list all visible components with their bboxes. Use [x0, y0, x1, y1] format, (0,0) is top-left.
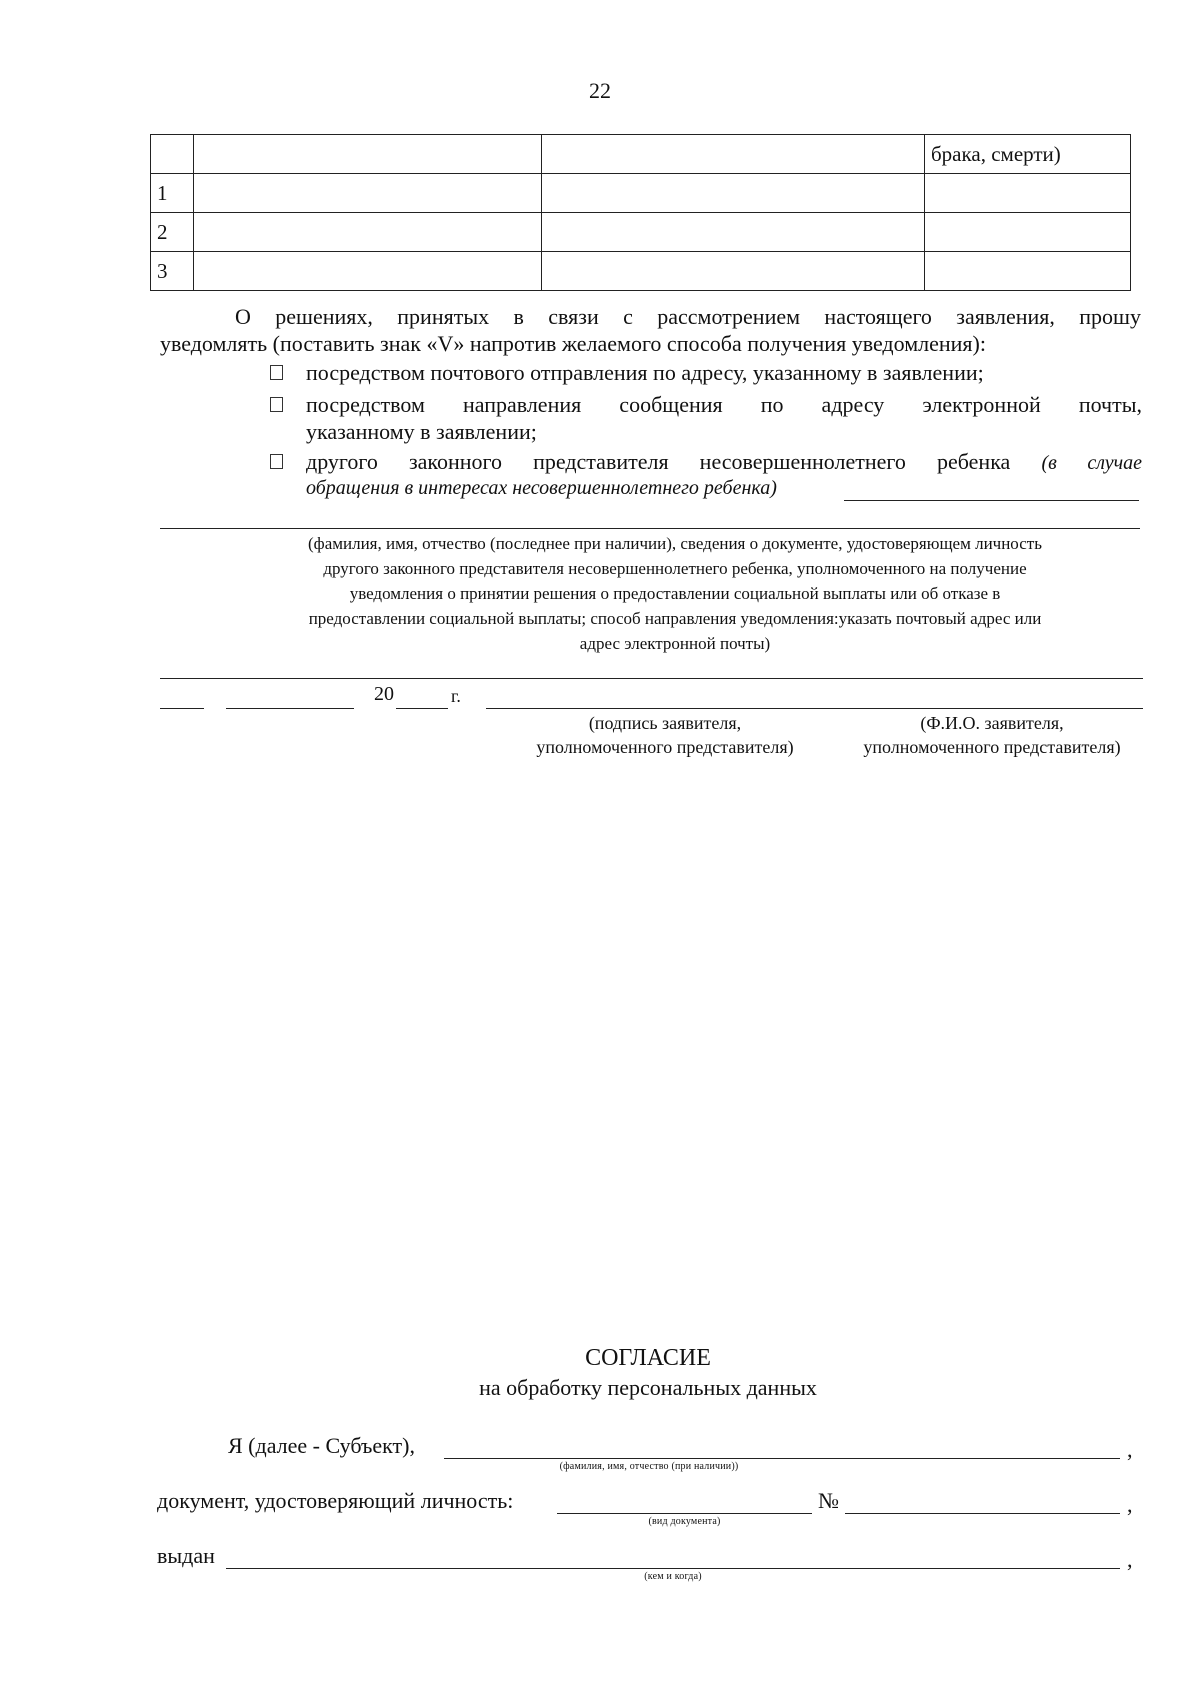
note-line: (фамилия, имя, отчество (последнее при наличии), сведения о документе, удостоверяющем личность	[308, 534, 1042, 553]
name-caption	[832, 711, 1152, 759]
document-label: документ, удостоверяющий личность:	[157, 1488, 514, 1513]
subject-label: Я (далее - Субъект),	[228, 1433, 415, 1458]
issued-input-line[interactable]	[226, 1568, 1120, 1569]
table-cell	[151, 135, 194, 174]
issued-comma: ,	[1127, 1547, 1133, 1572]
table-cell	[194, 135, 542, 174]
number-label: №	[818, 1488, 839, 1513]
option-email-label-line2: указанному в заявлении;	[306, 419, 537, 444]
year-prefix: 20	[374, 683, 394, 705]
table-header-row	[151, 135, 1131, 174]
notification-text-line1: О решениях, принятых в связи с рассмотрением настоящего заявления, прошу	[235, 304, 1141, 329]
table-row	[151, 252, 1131, 291]
table-row	[151, 213, 1131, 252]
option-representative-italic-b: обращения в интересах несовершеннолетнего ребенка)	[306, 477, 777, 499]
signature-caption-line: (подпись заявителя,	[588, 713, 742, 733]
table-header-cell: брака, смерти)	[925, 135, 1131, 174]
representative-note-underline	[160, 678, 1143, 679]
month-line[interactable]	[226, 708, 354, 709]
table-cell[interactable]	[925, 174, 1131, 213]
option-representative-italic-a: (в случае	[1041, 452, 1143, 474]
note-line: адрес электронной почты)	[579, 634, 771, 653]
notification-text-line2: уведомлять (поставить знак «V» напротив желаемого способа получения уведомления):	[160, 331, 986, 356]
row-number: 1	[151, 174, 194, 213]
signature-caption	[500, 711, 830, 759]
table-cell[interactable]	[925, 252, 1131, 291]
table-row	[151, 174, 1131, 213]
option-representative-label-line1	[306, 448, 1142, 477]
year-line[interactable]	[396, 708, 448, 709]
signature-name-line[interactable]	[486, 708, 1143, 709]
subject-comma: ,	[1127, 1437, 1133, 1462]
signature-caption-line: уполномоченного представителя)	[536, 737, 794, 757]
document-number-line[interactable]	[845, 1513, 1120, 1514]
table-cell[interactable]	[925, 213, 1131, 252]
subject-caption: (фамилия, имя, отчество (при наличии))	[559, 1461, 739, 1472]
representative-note	[215, 531, 1135, 656]
document-comma: ,	[1127, 1492, 1133, 1517]
consent-subtitle: на обработку персональных данных	[479, 1375, 817, 1400]
table-cell[interactable]	[542, 213, 925, 252]
checkbox-representative[interactable]	[270, 454, 283, 469]
document-caption: (вид документа)	[648, 1516, 721, 1527]
row-number: 2	[151, 213, 194, 252]
issued-label: выдан	[157, 1543, 215, 1568]
note-line: другого законного представителя несовершеннолетнего ребенка, уполномоченного на получение	[323, 559, 1027, 578]
note-line: предоставлении социальной выплаты; способ направления уведомления:указать почтовый адрес или	[308, 609, 1042, 628]
document-type-line[interactable]	[557, 1513, 812, 1514]
table-cell	[542, 135, 925, 174]
issued-caption: (кем и когда)	[644, 1571, 702, 1582]
option-representative-text: другого законного представителя несовершеннолетнего ребенка	[306, 449, 1011, 474]
consent-title: СОГЛАСИЕ	[585, 1345, 711, 1371]
name-caption-line: (Ф.И.О. заявителя,	[920, 713, 1064, 733]
page-number: 22	[589, 78, 611, 103]
day-line[interactable]	[160, 708, 204, 709]
representative-input-line[interactable]	[844, 500, 1139, 501]
year-suffix: г.	[451, 686, 461, 706]
option-email-label-line1: посредством направления сообщения по адресу электронной почты,	[306, 392, 1142, 417]
table-cell[interactable]	[194, 213, 542, 252]
representative-details-line[interactable]	[160, 528, 1140, 529]
option-postal-label: посредством почтового отправления по адресу, указанному в заявлении;	[306, 360, 984, 385]
subject-input-line[interactable]	[444, 1458, 1120, 1459]
name-caption-line: уполномоченного представителя)	[863, 737, 1121, 757]
table-cell[interactable]	[542, 252, 925, 291]
note-line: уведомления о принятии решения о предоставлении социальной выплаты или об отказе в	[349, 584, 1001, 603]
checkbox-postal[interactable]	[270, 365, 283, 380]
table-cell[interactable]	[194, 252, 542, 291]
table-cell[interactable]	[542, 174, 925, 213]
data-table	[150, 134, 1131, 291]
table-cell[interactable]	[194, 174, 542, 213]
checkbox-email[interactable]	[270, 397, 283, 412]
row-number: 3	[151, 252, 194, 291]
